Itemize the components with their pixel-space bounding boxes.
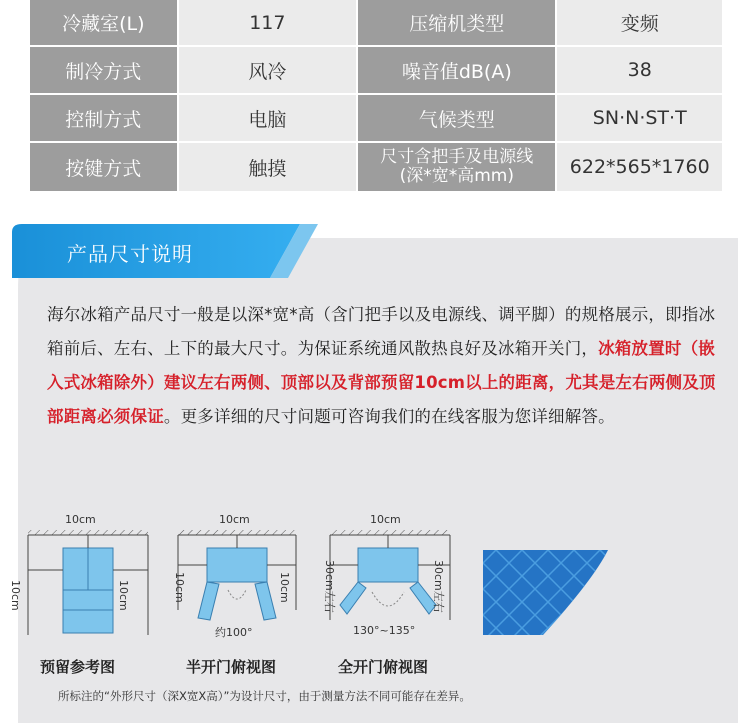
spec-value: 触摸	[179, 143, 358, 191]
dimension-description	[47, 298, 717, 434]
spec-key-line: 尺寸含把手及电源线	[380, 147, 534, 167]
desc-warning-text: 冰箱放置时（嵌入式冰箱除外）建议左右两侧、顶部以及背部预留10cm以上的距离，尤其是左右两侧及顶部距离必须保证	[47, 339, 716, 426]
diagram-caption: 预留参考图	[40, 658, 116, 676]
spec-value: 电脑	[179, 95, 358, 141]
spec-row	[30, 47, 722, 95]
spec-key: 压缩机类型	[358, 0, 557, 45]
spec-value: 622*565*1760	[557, 143, 722, 191]
spec-key: 噪音值dB(A)	[358, 47, 557, 93]
spec-value: 风冷	[179, 47, 358, 93]
spec-key: 气候类型	[358, 95, 557, 141]
spec-table	[30, 0, 722, 193]
diagram-right-label: 10cm	[117, 580, 130, 611]
diagram-caption: 全开门俯视图	[338, 658, 429, 676]
spec-key: 制冷方式	[30, 47, 179, 93]
desc-text: 海尔冰箱产品尺寸一般是以深*宽*高（含门把手以及电源线、调平脚）的规格展示，即指冰箱前后、左右、上下的最大尺寸。为保证系统通风散热良好及冰箱开关门，	[47, 305, 716, 358]
spec-row	[30, 95, 722, 143]
diagram-angle-label: 130°~135°	[353, 624, 416, 637]
spec-key: 控制方式	[30, 95, 179, 141]
spec-key	[358, 143, 557, 191]
diagram-top-label: 10cm	[219, 513, 250, 526]
spec-value: 38	[557, 47, 722, 93]
diagram-left-label: 10cm	[173, 572, 186, 603]
spec-value: 变频	[557, 0, 722, 45]
spec-value: 117	[179, 0, 358, 45]
footnote: 所标注的“外形尺寸（深X宽X高）”为设计尺寸，由于测量方法不同可能存在差异。	[58, 689, 471, 703]
spec-row	[30, 0, 722, 47]
spec-key: 冷藏室(L)	[30, 0, 179, 45]
diagram-top-label: 10cm	[370, 513, 401, 526]
spec-key: 按键方式	[30, 143, 179, 191]
spec-row	[30, 143, 722, 193]
diagram-top-label: 10cm	[65, 513, 96, 526]
diagram-right-label: 10cm	[278, 572, 291, 603]
spec-value: SN·N·ST·T	[557, 95, 722, 141]
diagram-right-label: 30cm左右	[432, 560, 445, 613]
diagram-angle-label: 约100°	[215, 626, 253, 639]
spec-key-line: (深*宽*高mm)	[399, 166, 514, 186]
diagram-left-label: 30cm左右	[323, 560, 336, 613]
diagram-left-label: 10cm	[9, 580, 22, 611]
section-title: 产品尺寸说明	[67, 242, 193, 266]
diagram-caption: 半开门俯视图	[186, 658, 277, 676]
diagram-reserve	[28, 530, 148, 635]
desc-text: 。更多详细的尺寸问题可咨询我们的在线客服为您详细解答。	[163, 407, 615, 426]
